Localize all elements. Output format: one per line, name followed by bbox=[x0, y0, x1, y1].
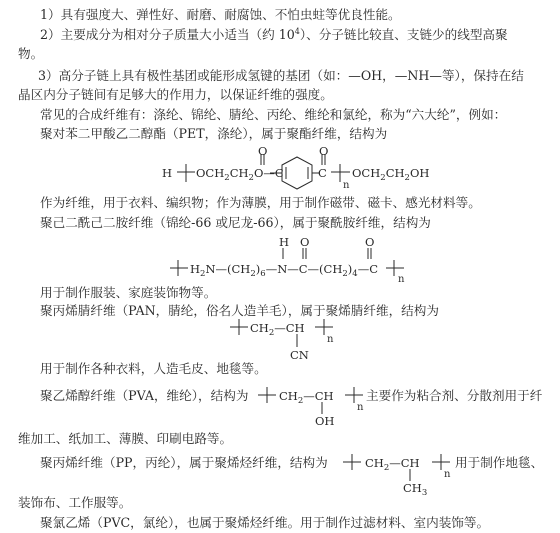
pp-uses-a: 用于制作地毯、 bbox=[455, 455, 544, 470]
pva-chain: $CH_2—CH$ bbox=[279, 389, 334, 406]
nylon-o-left: O bbox=[300, 235, 310, 249]
exponent: 4 bbox=[294, 27, 300, 36]
pan-chain: $CH_2—CH$ bbox=[250, 321, 305, 338]
pan-cn: CN bbox=[290, 348, 309, 362]
point-2-cont: 物。 bbox=[18, 46, 44, 61]
nylon-chain: $H_2N—(CH_2)_6—N—C—(CH_2)_4—C$ bbox=[190, 262, 379, 279]
pet-heading: 聚对苯二甲酸乙二醇酯（PET，涤纶），属于聚酯纤维，结构为 bbox=[40, 126, 388, 141]
pet-h: H bbox=[162, 166, 173, 180]
pvc-line: 聚氯乙烯（PVC，氯纶），也属于聚烯烃纤维。用于制作过滤材料、室内装饰等。 bbox=[40, 515, 490, 530]
pan-heading: 聚丙烯腈纤维（PAN，腈纶，俗名人造羊毛），属于聚烯腈纤维，结构为 bbox=[40, 303, 439, 318]
pet-o-right: O bbox=[319, 144, 329, 158]
point-2-b: ）、分子链比较直、支链少的线型高聚 bbox=[299, 27, 508, 42]
pet-uses: 作为纤维，用于衣料、编织物；作为薄膜，用于制作磁带、磁卡、感光材料等。 bbox=[40, 195, 481, 210]
nylon-h-top: H bbox=[279, 235, 290, 249]
point-2-a: 2）主要成分为相对分子质量大小适当（约 10 bbox=[40, 27, 295, 42]
pva-n: n bbox=[357, 402, 364, 413]
pp-n: n bbox=[444, 469, 451, 480]
pva-oh: OH bbox=[315, 414, 335, 428]
pan-n: n bbox=[327, 334, 334, 345]
pet-c-right: C bbox=[318, 166, 327, 180]
nylon-o-right: O bbox=[365, 235, 375, 249]
pva-uses-b: 维加工、纸加工、薄膜、印刷电路等。 bbox=[18, 431, 233, 446]
pet-och2: $OCH_2CH_2O—C$ bbox=[196, 166, 284, 183]
nylon-n: n bbox=[398, 274, 405, 285]
pet-o-left: O bbox=[258, 144, 268, 158]
pp-uses-b: 装饰布、工作服等。 bbox=[18, 495, 132, 510]
point-3: 3）高分子链上具有极性基团或能形成氢键的基团（如：—OH，—NH—等），保持在结 bbox=[38, 68, 524, 83]
point-3-cont: 晶区内分子链间有足够大的作用力，以保证纤维的强度。 bbox=[18, 87, 333, 102]
nylon-uses: 用于制作服装、家庭装饰物等。 bbox=[40, 285, 217, 300]
nylon-heading: 聚己二酰己二胺纤维（锦纶-66 或尼龙-66），属于聚酰胺纤维，结构为 bbox=[40, 215, 431, 230]
pan-uses: 用于制作各种衣料，人造毛皮、地毯等。 bbox=[40, 361, 267, 376]
pp-heading: 聚丙烯纤维（PP，丙纶），属于聚烯烃纤维，结构为 bbox=[40, 455, 328, 470]
pp-chain: $CH_2—CH$ bbox=[365, 456, 420, 473]
pva-heading: 聚乙烯醇纤维（PVA，维纶），结构为 bbox=[40, 388, 249, 403]
pet-tail: $OCH_2CH_2OH$ bbox=[352, 166, 430, 183]
point-1: 1）具有强度大、弹性好、耐磨、耐腐蚀、不怕虫蛀等优良性能。 bbox=[40, 7, 401, 22]
pet-n: n bbox=[343, 180, 350, 191]
pp-ch3: $CH_3$ bbox=[403, 481, 428, 498]
intro-six-fibers: 常见的合成纤维有：涤纶、锦纶、腈纶、丙纶、维纶和氯纶，称为“六大纶”，例如： bbox=[40, 107, 507, 122]
pva-uses-a: 主要作为粘合剂、分散剂用于纤 bbox=[366, 388, 543, 403]
